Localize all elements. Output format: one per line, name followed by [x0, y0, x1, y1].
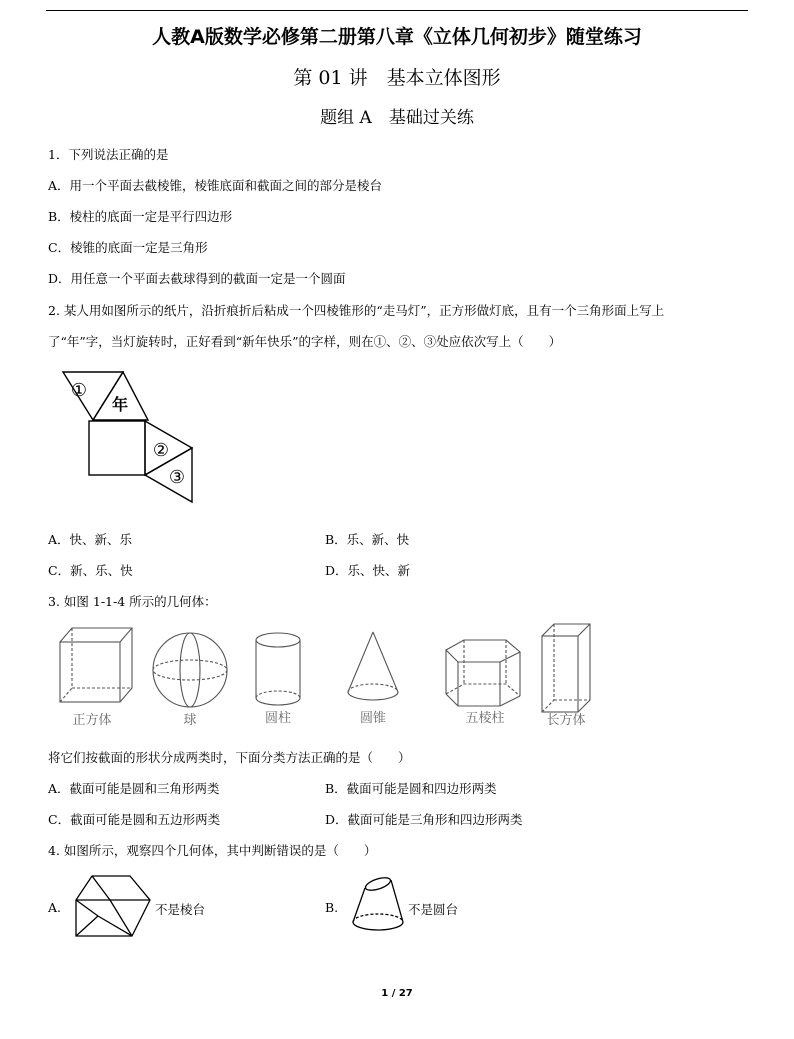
q3-stem2: 将它们按截面的形状分成两类时，下面分类方法正确的是（ ） [48, 750, 411, 765]
q4-option-b-label: B. [325, 900, 339, 915]
caption-cuboid: 长方体 [546, 713, 586, 728]
caption-cone: 圆锥 [359, 711, 387, 726]
q2-net-figure [55, 365, 205, 510]
cylinder-shape [256, 633, 300, 705]
q2-stem-line1: 2. 某人用如图所示的纸片，沿折痕折后粘成一个四棱锥形的“走马灯”，正方形做灯底，且有一个三角形面上写上 [48, 303, 665, 318]
caption-cube: 正方体 [72, 713, 112, 728]
q3-option-d: D．截面可能是三角形和四边形两类 [325, 812, 523, 827]
cuboid-shape [542, 624, 590, 712]
caption-pentagonal-prism: 五棱柱 [465, 711, 505, 726]
document-title: 人教A版数学必修第二册第八章《立体几何初步》随堂练习 [152, 26, 642, 48]
sphere-shape [153, 633, 227, 707]
caption-sphere: 球 [183, 713, 197, 728]
q2-stem-line2: 了“年”字，当灯旋转时，正好看到“新年快乐”的字样，则在①、②、③处应依次写上（ ） [48, 334, 562, 349]
caption-cylinder: 圆柱 [264, 711, 292, 726]
net-label-nian: 年 [111, 395, 129, 414]
q3-stem: 3. 如图 1-1-4 所示的几何体： [48, 594, 217, 609]
cone-shape [348, 632, 398, 700]
net-label-1: ① [70, 380, 88, 401]
q1-option-d: D．用任意一个平面去截球得到的截面一定是一个圆面 [48, 271, 346, 286]
net-label-2: ② [152, 440, 170, 461]
group-title: 题组 A 基础过关练 [320, 108, 474, 128]
q4-option-a-label: A. [48, 900, 62, 915]
q3-option-c: C．截面可能是圆和五边形两类 [48, 812, 221, 827]
q1-stem: 1．下列说法正确的是 [48, 147, 169, 162]
q4-stem: 4. 如图所示，观察四个几何体，其中判断错误的是（ ） [48, 843, 377, 858]
q3-option-b: B．截面可能是圆和四边形两类 [325, 781, 497, 796]
q2-option-d: D．乐、快、新 [325, 563, 411, 578]
net-label-3: ③ [168, 467, 186, 488]
net-square-base [89, 421, 145, 475]
lesson-title: 第 01 讲 基本立体图形 [293, 67, 501, 89]
q1-option-c: C．棱锥的底面一定是三角形 [48, 240, 208, 255]
q3-solids-figure [48, 620, 603, 732]
q4-figure-b [343, 870, 413, 936]
q1-option-b: B．棱柱的底面一定是平行四边形 [48, 209, 233, 224]
q2-option-b: B．乐、新、快 [325, 532, 410, 547]
q4-option-a-text: 不是棱台 [155, 902, 206, 917]
q2-option-c: C．新、乐、快 [48, 563, 133, 578]
q4-figure-a [70, 872, 155, 942]
q3-option-a: A．截面可能是圆和三角形两类 [48, 781, 220, 796]
q1-option-a: A．用一个平面去截棱锥，棱锥底面和截面之间的部分是棱台 [48, 178, 383, 193]
cube-shape [60, 628, 132, 702]
q4-option-b-text: 不是圆台 [408, 902, 459, 917]
q2-option-a: A．快、新、乐 [48, 532, 133, 547]
pentagonal-prism-shape [446, 640, 520, 706]
page-number: 1 / 27 [381, 988, 413, 999]
header-rule [46, 10, 748, 11]
